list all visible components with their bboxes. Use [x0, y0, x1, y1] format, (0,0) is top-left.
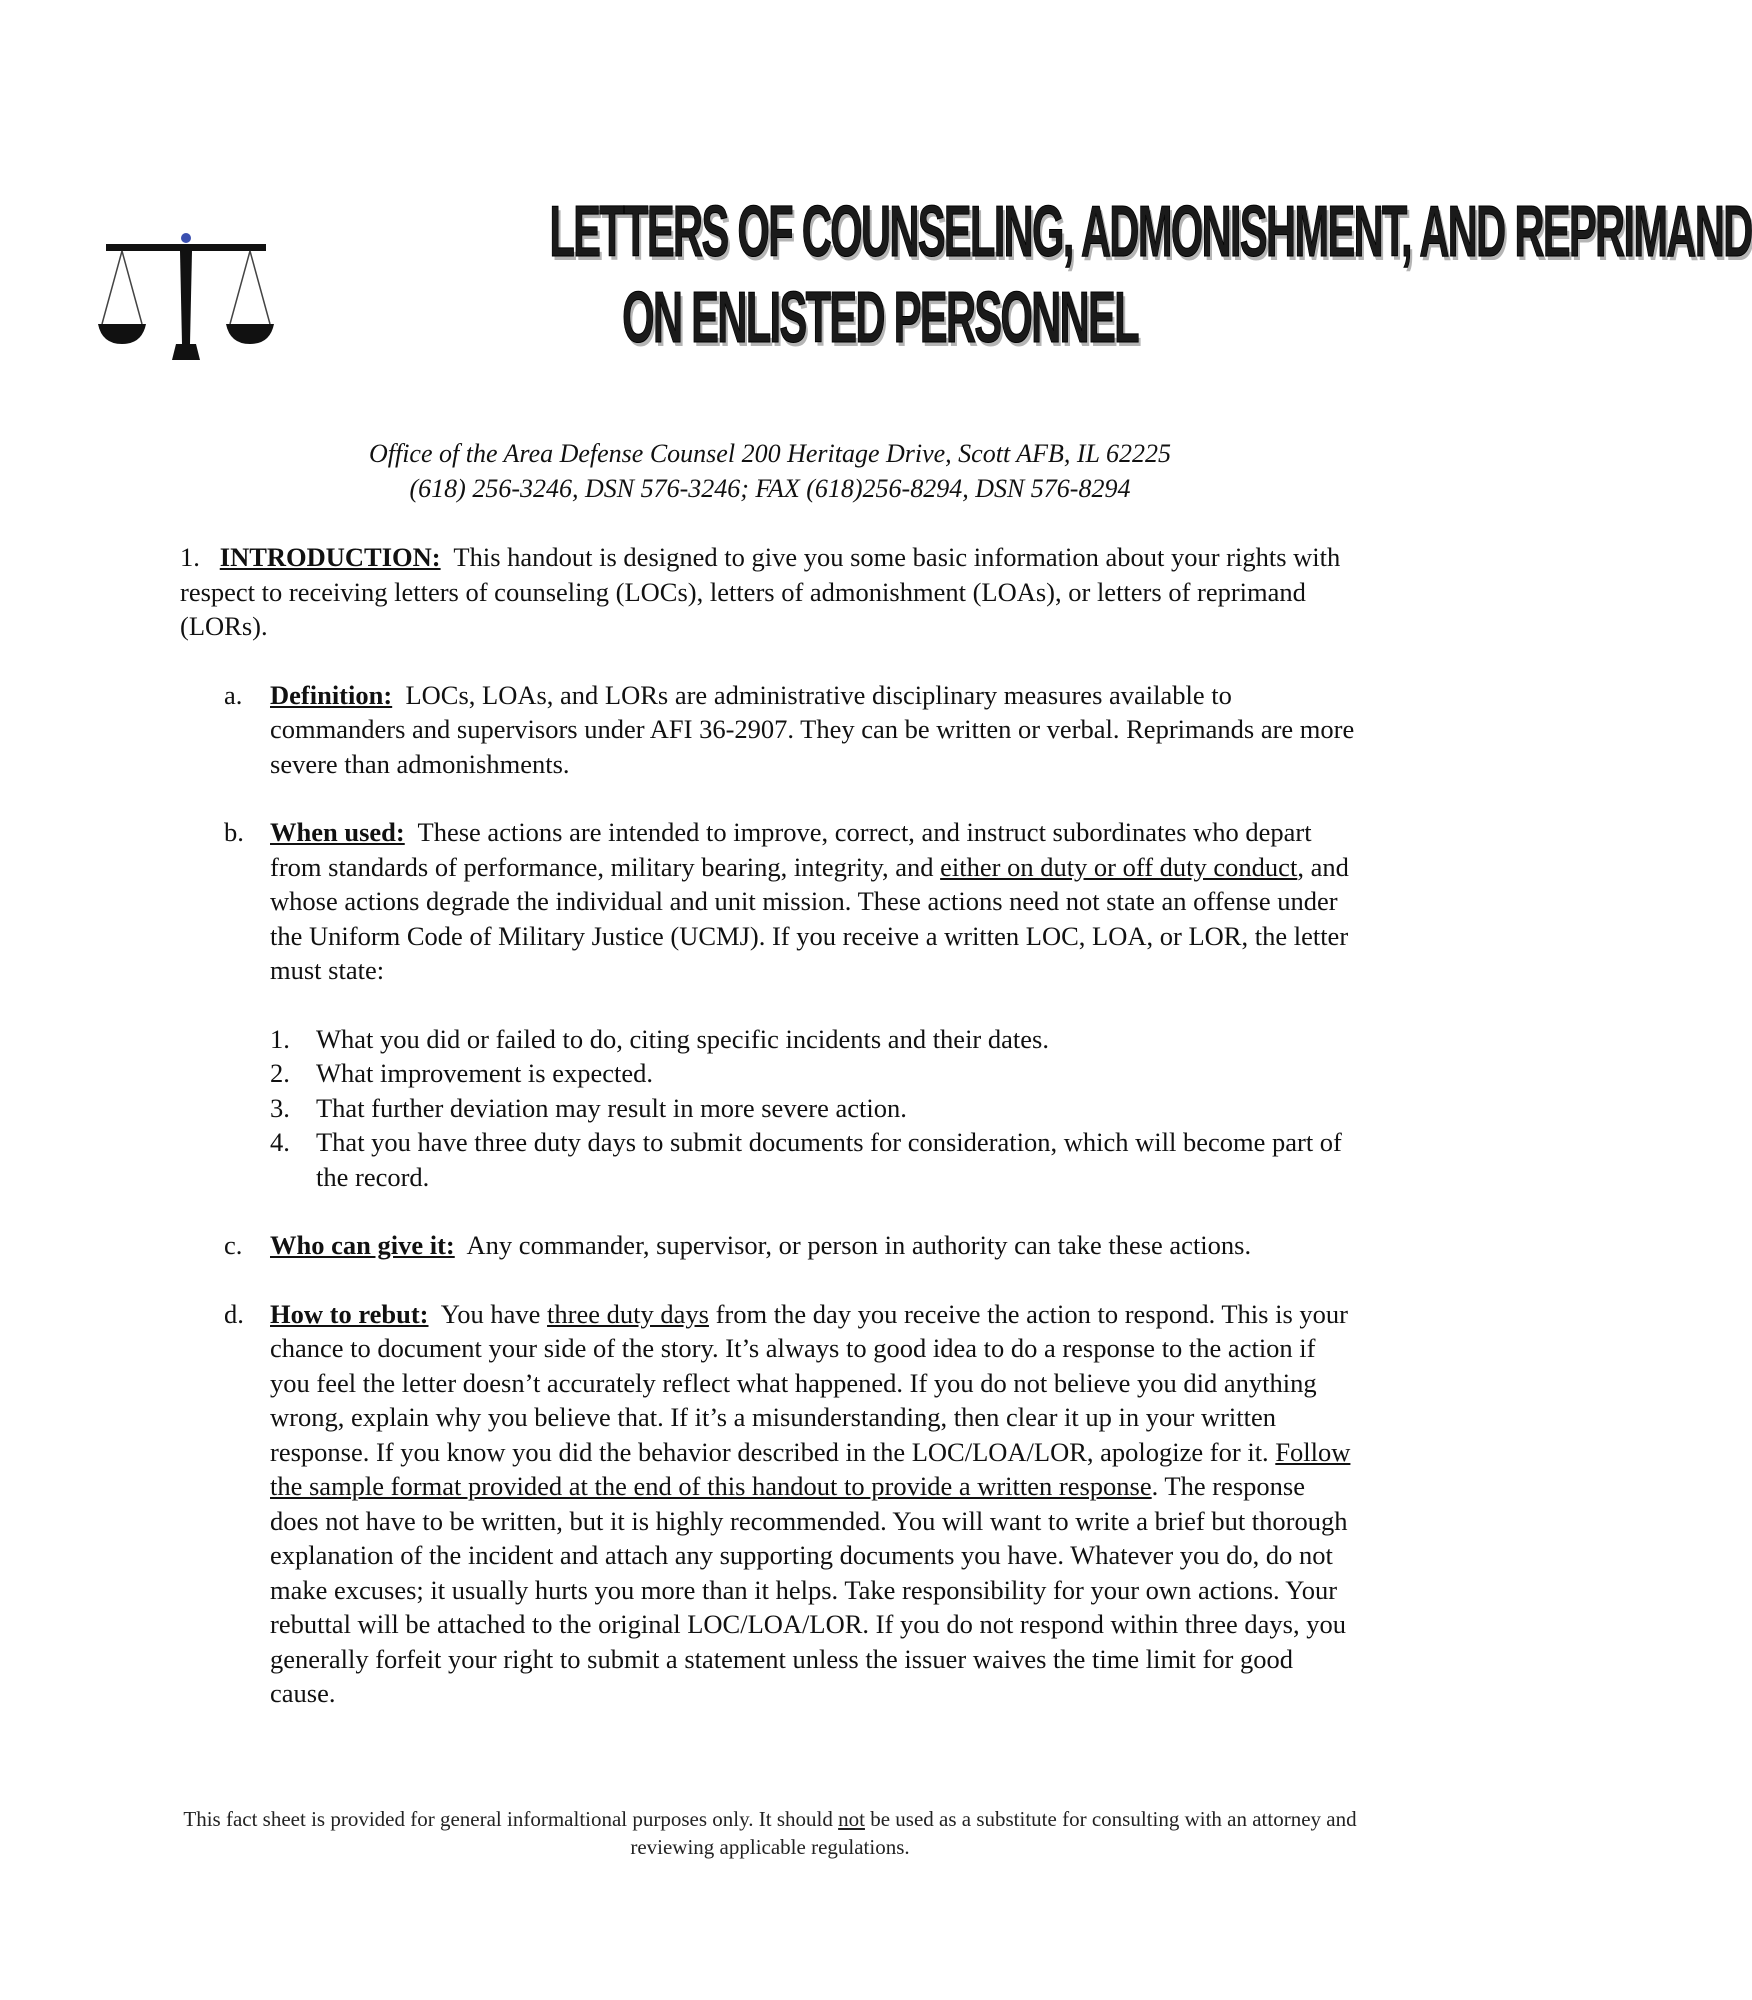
- rebut-heading: How to rebut:: [270, 1298, 429, 1329]
- rebut-underlined-2: Follow the sample format provided at the end of this handout to provide a written response: [270, 1436, 1351, 1501]
- office-line-2: (618) 256-3246, DSN 576-3246; FAX (618)256-8294, DSN 576-8294: [409, 474, 1131, 503]
- office-address: [180, 436, 1360, 506]
- footer-text-1: This fact sheet is provided for general informaltional purposes only. It should: [183, 1807, 833, 1831]
- rebut-text-3: . The response does not have to be written, but it is highly recommended. You will want to write a brief but thorough explanation of the incident and attach any supporting documents you have. Whatever you do, do not make excuses; it usually hurts you more than it helps. Take responsibility for your own actions. Your rebuttal will be attached to the original LOC/LOA/LOR. If you do not respond within three days, you generally forfeit your right to submit a statement unless the issuer waives the time limit for good cause.: [270, 1471, 1348, 1708]
- title-line-1: LETTERS OF COUNSELING, ADMONISHMENT, AND REPRIMAND: [549, 192, 1752, 272]
- list-item: 4. That you have three duty days to submit documents for consideration, which will become part of the record.: [270, 1127, 1342, 1192]
- list-item: 2. What improvement is expected.: [270, 1058, 654, 1088]
- scales-of-justice-icon: [96, 232, 276, 372]
- footer-text-2: be used as a substitute for consulting with an attorney and reviewing applicable regulations.: [630, 1807, 1357, 1859]
- rebut-label: d.: [224, 1298, 244, 1329]
- title-line-2: ON ENLISTED PERSONNEL: [622, 278, 1138, 358]
- who-section: [180, 1228, 1360, 1263]
- rebut-text-2: from the day you receive the action to respond. This is your chance to document your side of the story. It’s always to good idea to do a response to the action if you feel the letter doesn’t accurately reflect what happened. If you do not believe you did anything wrong, explain why you believe that. If it’s a misunderstanding, then clear it up in your written response. If you know you did the behavior described in the LOC/LOA/LOR, apologize for it.: [270, 1298, 1348, 1467]
- rebut-section: [180, 1297, 1360, 1711]
- definition-heading: Definition:: [270, 679, 393, 710]
- who-text: Any commander, supervisor, or person in authority can take these actions.: [466, 1230, 1252, 1260]
- document-body: [180, 540, 1360, 1711]
- when-used-label: b.: [224, 817, 244, 847]
- letter-requirements-list: [180, 1022, 1360, 1195]
- rebut-text-1: You have: [440, 1298, 541, 1329]
- list-item: 1. What you did or failed to do, citing specific incidents and their dates.: [270, 1023, 1049, 1054]
- intro-paragraph: [180, 540, 1360, 644]
- intro-text: This handout is designed to give you some basic information about your rights with respect to receiving letters of counseling (LOCs), letters of admonishment (LOAs), or letters of reprimand (LORs).: [180, 542, 1341, 641]
- when-used-section: [180, 815, 1360, 988]
- definition-label: a.: [224, 679, 243, 710]
- who-heading: Who can give it:: [270, 1230, 455, 1260]
- intro-number: 1.: [180, 542, 200, 572]
- when-used-text-2: , and whose actions degrade the individual and unit mission. These actions need not state an offense under the Uniform Code of Military Justice (UCMJ). If you receive a written LOC, LOA, or LOR, the letter must state:: [270, 851, 1349, 985]
- definition-section: [180, 678, 1360, 782]
- footer-underlined: not: [838, 1807, 865, 1831]
- definition-text: LOCs, LOAs, and LORs are administrative disciplinary measures available to commanders and supervisors under AFI 36-2907. They can be written or verbal. Reprimands are more severe than admonishments.: [270, 679, 1355, 779]
- intro-heading: INTRODUCTION:: [219, 542, 441, 572]
- when-used-underlined: either on duty or off duty conduct: [940, 851, 1298, 882]
- office-line-1: Office of the Area Defense Counsel 200 Heritage Drive, Scott AFB, IL 62225: [368, 439, 1171, 468]
- disclaimer-footer: [180, 1805, 1360, 1861]
- document-title: [310, 192, 1752, 358]
- when-used-text-1: These actions are intended to improve, correct, and instruct subordinates who depart from standards of performance, military bearing, integrity, and: [270, 817, 1312, 882]
- list-item: 3. That further deviation may result in more severe action.: [270, 1092, 907, 1123]
- rebut-underlined-1: three duty days: [547, 1298, 709, 1329]
- who-label: c.: [224, 1230, 243, 1260]
- when-used-heading: When used:: [270, 817, 405, 847]
